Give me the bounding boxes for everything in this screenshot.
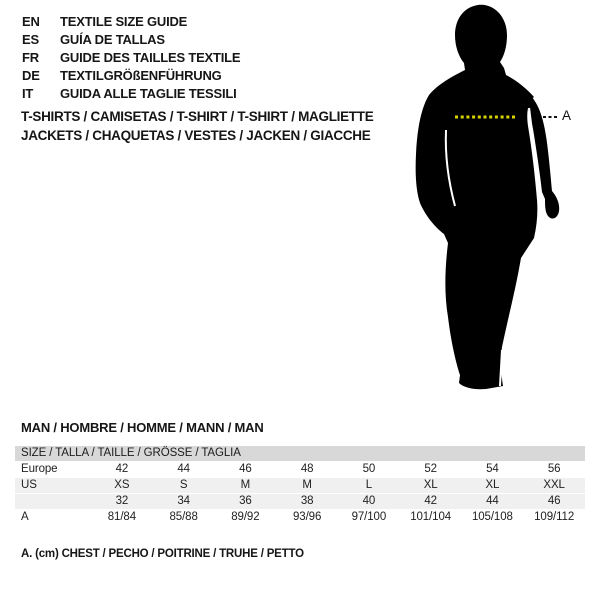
table-cell: 109/112 [534,511,575,523]
table-cell: 40 [362,495,376,507]
table-cell: 54 [486,463,499,475]
table-cell: 42 [424,495,437,507]
table-cell: 89/92 [231,511,260,523]
table-row-chest-a [15,509,585,525]
language-row [22,85,240,103]
table-cell: 46 [239,463,252,475]
table-cell: 85/88 [169,511,198,523]
table-cell: 56 [547,463,561,475]
lang-code: IT [22,86,34,101]
lang-code: DE [22,68,40,83]
category-line-tshirts: T-SHIRTS / CAMISETAS / T-SHIRT / T-SHIRT / MAGLIETTE [21,109,374,124]
measure-label-a: A [562,108,572,123]
man-silhouette [415,2,580,394]
table-cell: XXL [543,479,565,491]
table-cell: 101/104 [410,511,452,523]
lang-label: TEXTILE SIZE GUIDE [60,14,188,29]
row-label [15,494,91,509]
lang-label: TEXTILGRÖßENFÜHRUNG [60,68,222,83]
chest-footnote: A. (cm) CHEST / PECHO / POITRINE / TRUHE / PETTO [21,548,304,560]
table-cell: 105/108 [471,511,513,523]
size-table-header: SIZE / TALLA / TAILLE / GRÖSSE / TAGLIA [15,446,585,461]
lang-code: EN [22,14,40,29]
table-cell: 36 [239,495,252,507]
table-cell: M [240,479,251,491]
language-row [22,49,240,67]
table-cell: XL [423,479,438,491]
table-cell: 97/100 [351,511,387,523]
table-cell: M [302,479,312,491]
lang-code: FR [22,50,39,65]
category-line-jackets: JACKETS / CHAQUETAS / VESTES / JACKEN / GIACCHE [21,127,371,143]
table-cell: 50 [362,463,376,475]
table-cell: 34 [177,495,190,507]
table-cell: 44 [486,495,499,507]
language-list [22,13,240,103]
silhouette-body [416,5,538,389]
row-label: US [21,479,37,491]
measurement-figure [415,2,580,394]
table-cell: 52 [424,463,437,475]
lang-label: GUIDA ALLE TAGLIE TESSILI [60,86,237,101]
table-row-us [15,477,585,493]
table-cell: S [179,479,188,491]
lang-label: GUÍA DE TALLAS [60,32,165,47]
size-table [15,446,585,525]
lang-label: GUIDE DES TAILLES TEXTILE [60,50,241,65]
table-cell: 93/96 [292,511,322,523]
table-cell: 42 [115,463,129,475]
row-label: Europe [21,463,58,475]
language-row [22,67,240,85]
language-row [22,31,240,49]
table-cell: 32 [115,495,129,507]
language-row [22,13,240,31]
category-heading [21,108,373,145]
lang-code: ES [22,32,39,47]
table-cell: 81/84 [107,511,137,523]
table-cell: L [365,479,373,491]
table-cell: 48 [300,463,314,475]
table-row-europe [15,461,585,477]
table-cell: XS [114,479,130,491]
table-cell: 46 [547,495,561,507]
table-cell: 44 [177,463,190,475]
row-label: A [21,511,29,523]
section-title-man: MAN / HOMBRE / HOMME / MANN / MAN [21,420,264,435]
table-row-numeric [15,493,585,509]
table-cell: XL [485,479,500,491]
table-cell: 38 [300,495,314,507]
